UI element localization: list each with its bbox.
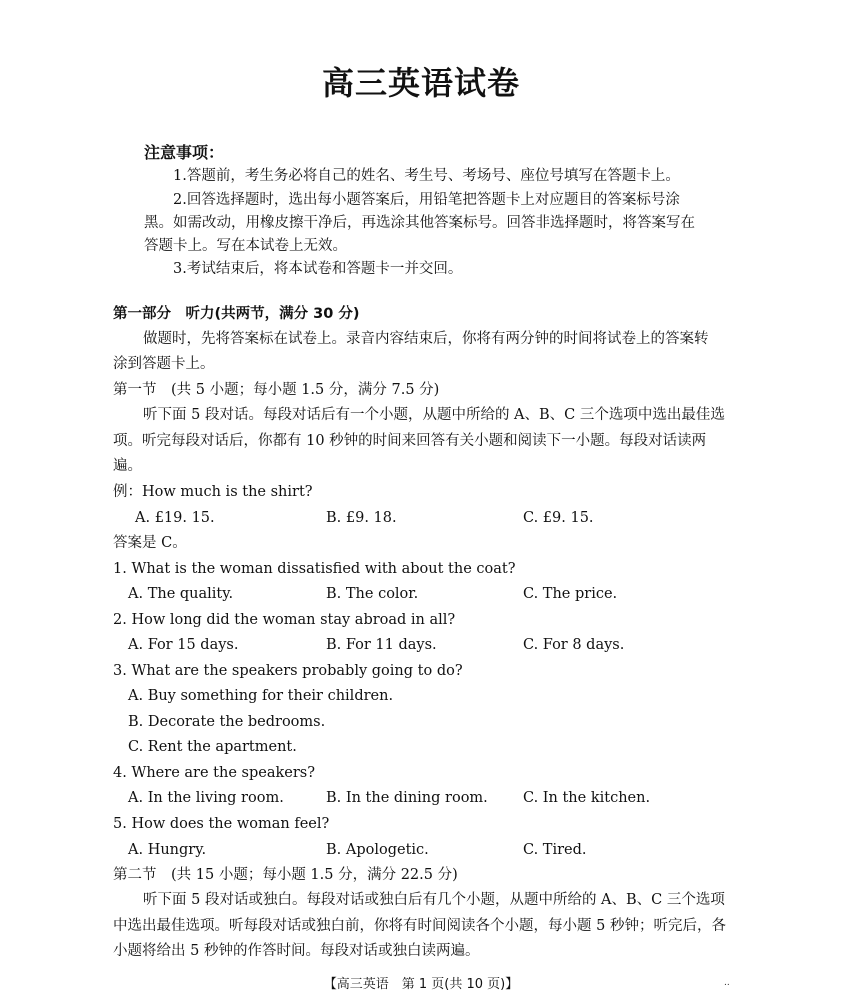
example-option: C. £9. 15. — [523, 510, 594, 526]
option-c: C. Rent the apartment. — [128, 739, 297, 755]
option-a: A. Hungry. — [128, 842, 207, 858]
option-b: B. In the dining room. — [326, 790, 488, 806]
page-footer: 【高三英语 第 1 页(共 10 页)】 — [323, 977, 519, 992]
section2-intro-line: 中选出最佳选项。听每段对话或独白前，你将有时间阅读各个小题，每小题 5 秒钟；听完后，各 — [113, 918, 726, 934]
option-a: A. For 15 days. — [128, 637, 239, 653]
example-answer: 答案是 C。 — [113, 535, 187, 551]
notice-line: 1.答题前，考生务必将自己的姓名、考生号、考场号、座位号填写在答题卡上。 — [173, 168, 680, 184]
question-text: 3. What are the speakers probably going to do? — [113, 663, 463, 679]
option-a: A. Buy something for their children. — [128, 688, 394, 704]
example-question: 例：How much is the shirt? — [113, 484, 313, 500]
question-text: 5. How does the woman feel? — [113, 816, 330, 832]
example-option: B. £9. 18. — [326, 510, 397, 526]
option-b: B. The color. — [326, 586, 419, 602]
option-b: B. Decorate the bedrooms. — [128, 714, 326, 730]
option-c: C. The price. — [523, 586, 618, 602]
section1-heading: 第一节 (共 5 小题；每小题 1.5 分，满分 7.5 分) — [113, 382, 440, 398]
question-text: 4. Where are the speakers? — [113, 765, 315, 781]
question-text: 2. How long did the woman stay abroad in all? — [113, 612, 456, 628]
notice-line: 答题卡上。写在本试卷上无效。 — [144, 238, 347, 254]
option-c: C. In the kitchen. — [523, 790, 651, 806]
corner-mark: .. — [724, 978, 730, 988]
option-b: B. Apologetic. — [326, 842, 429, 858]
option-b: B. For 11 days. — [326, 637, 437, 653]
notice-line: 黑。如需改动，用橡皮擦干净后，再选涂其他答案标号。回答非选择题时，将答案写在 — [144, 215, 695, 231]
page-title: 高三英语试卷 — [321, 64, 520, 102]
question-text: 1. What is the woman dissatisfied with about the coat? — [113, 561, 516, 577]
option-a: A. The quality. — [128, 586, 234, 602]
notice-heading: 注意事项： — [144, 143, 225, 162]
section2-intro-line: 小题将给出 5 秒钟的作答时间。每段对话或独白读两遍。 — [113, 943, 480, 959]
part1-intro-line: 做题时，先将答案标在试卷上。录音内容结束后，你将有两分钟的时间将试卷上的答案转 — [143, 331, 709, 347]
section2-intro-line: 听下面 5 段对话或独白。每段对话或独白后有几个小题，从题中所给的 A、B、C 三个选项 — [143, 892, 725, 908]
section1-intro-line: 遍。 — [113, 458, 142, 474]
option-c: C. Tired. — [523, 842, 587, 858]
section1-intro-line: 项。听完每段对话后，你都有 10 秒钟的时间来回答有关小题和阅读下一小题。每段对话读两 — [113, 433, 707, 449]
part1-intro-line: 涂到答题卡上。 — [113, 356, 215, 372]
option-a: A. In the living room. — [128, 790, 284, 806]
notice-line: 2.回答选择题时，选出每小题答案后，用铅笔把答题卡上对应题目的答案标号涂 — [173, 192, 680, 208]
part1-heading: 第一部分 听力(共两节，满分 30 分) — [113, 306, 360, 322]
section2-heading: 第二节 (共 15 小题；每小题 1.5 分，满分 22.5 分) — [113, 867, 458, 883]
notice-line: 3.考试结束后，将本试卷和答题卡一并交回。 — [173, 261, 463, 277]
example-option: A. £19. 15. — [135, 510, 215, 526]
option-c: C. For 8 days. — [523, 637, 625, 653]
section1-intro-line: 听下面 5 段对话。每段对话后有一个小题，从题中所给的 A、B、C 三个选项中选出最佳选 — [143, 407, 725, 423]
